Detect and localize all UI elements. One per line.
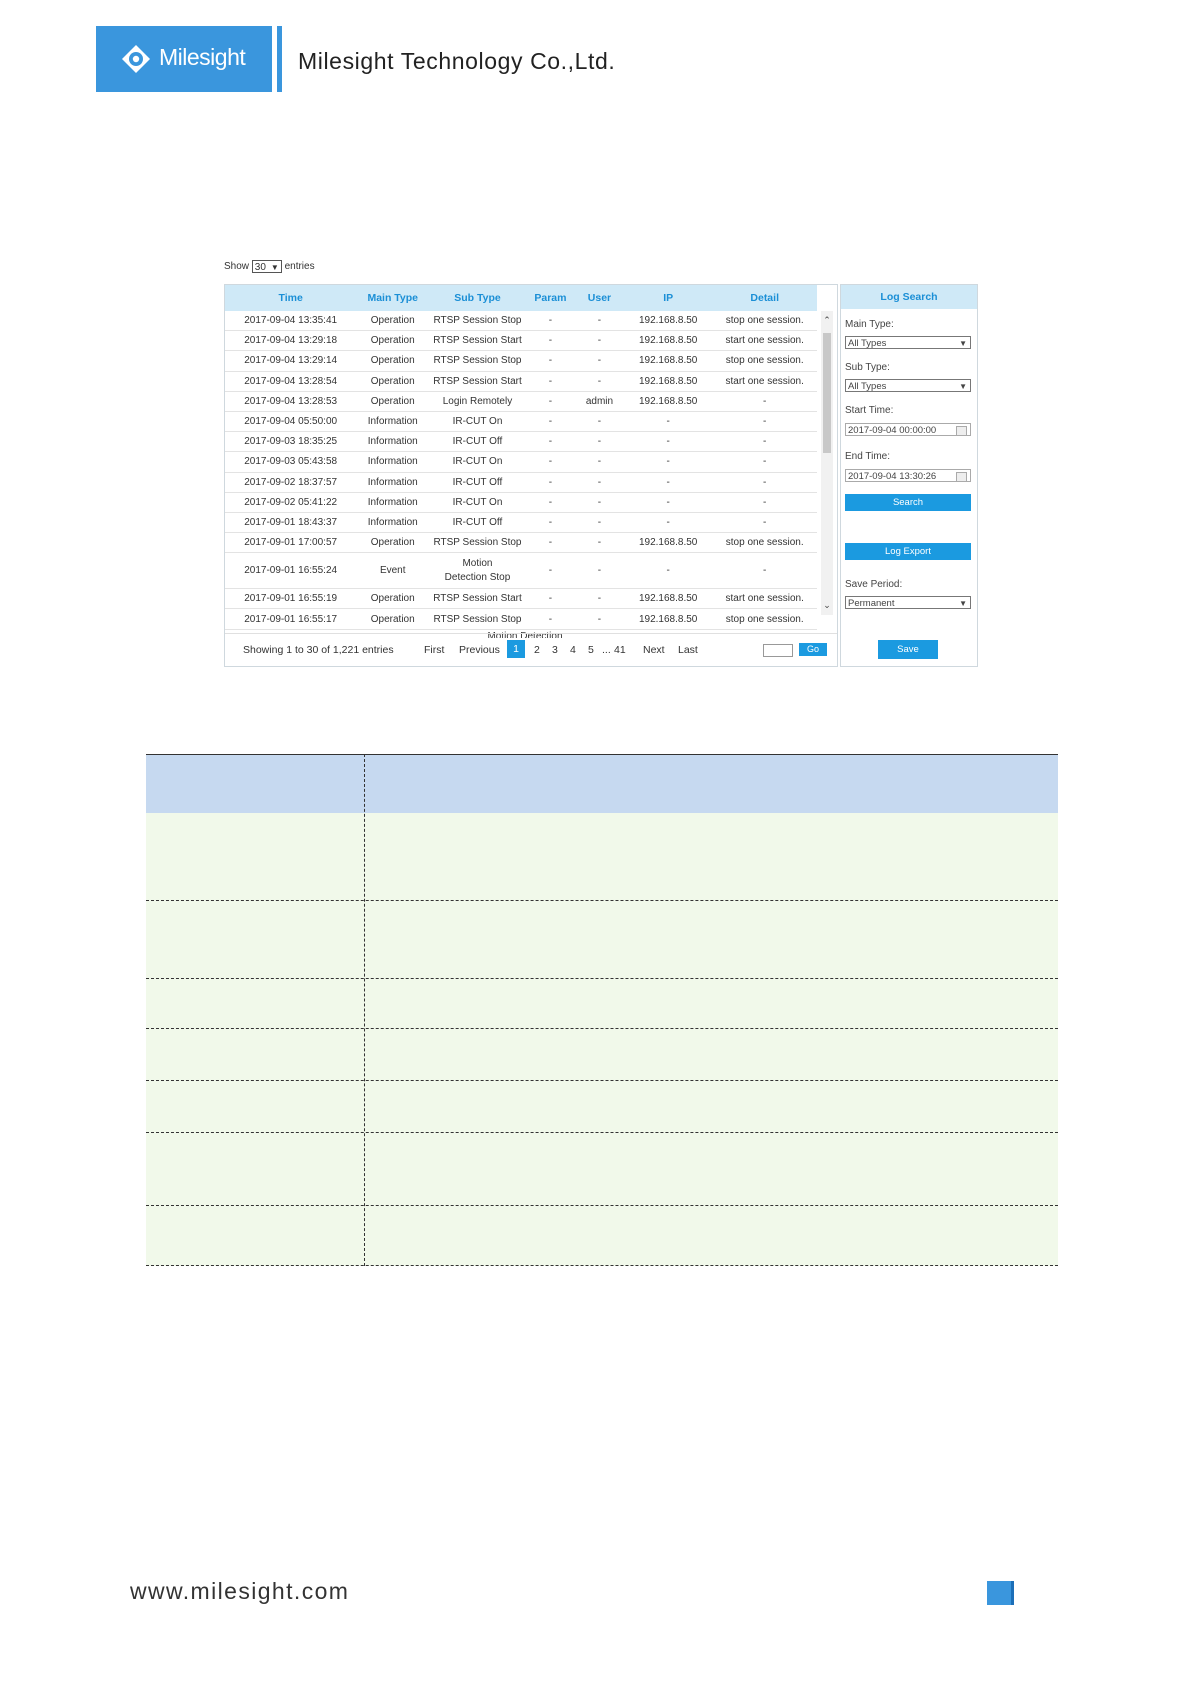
sub-type-select[interactable] — [845, 379, 971, 392]
log-search-title: Log Search — [841, 285, 977, 309]
cell-ip: - — [624, 411, 712, 431]
page-link-5[interactable]: 5 — [588, 644, 594, 656]
cell-sub-type: IR-CUT On — [429, 452, 526, 472]
calendar-icon[interactable] — [956, 426, 967, 436]
cell-param: - — [526, 472, 575, 492]
page-link-4[interactable]: 4 — [570, 644, 576, 656]
table-row — [146, 813, 1058, 901]
cell-param: - — [526, 432, 575, 452]
cell-param: - — [526, 371, 575, 391]
cell-time: 2017-09-01 17:00:57 — [225, 533, 356, 553]
cell-ip: - — [624, 432, 712, 452]
cell-time: 2017-09-01 16:55:19 — [225, 589, 356, 609]
cell-param: - — [526, 452, 575, 472]
table-row — [146, 901, 1058, 979]
column-header-main-type[interactable]: Main Type — [356, 285, 429, 311]
cell-param: - — [526, 553, 575, 589]
previous-page-link[interactable]: Previous — [459, 644, 500, 656]
end-time-label: End Time: — [845, 451, 891, 462]
scroll-down-icon[interactable]: ⌄ — [823, 600, 831, 610]
cell-sub-type: RTSP Session Start — [429, 589, 526, 609]
page-link-1[interactable]: 1 — [507, 640, 525, 658]
cell-detail: - — [712, 452, 817, 472]
cell-main-type: Information — [356, 452, 429, 472]
cell-user: - — [575, 452, 624, 472]
next-page-link[interactable]: Next — [643, 644, 665, 656]
main-type-value: All Types — [848, 338, 887, 349]
cell-user: - — [575, 432, 624, 452]
cell-detail: start one session. — [712, 331, 817, 351]
cell-main-type: Operation — [356, 311, 429, 331]
cell-ip: 192.168.8.50 — [624, 589, 712, 609]
log-table — [225, 285, 817, 630]
cell-param: - — [526, 512, 575, 532]
logo-text: Milesight — [159, 44, 246, 70]
save-period-select[interactable] — [845, 596, 971, 609]
cell-main-type: Operation — [356, 331, 429, 351]
cell-time: 2017-09-01 16:55:24 — [225, 553, 356, 589]
cell-ip: - — [624, 452, 712, 472]
cell-detail: stop one session. — [712, 311, 817, 331]
show-label: Show — [224, 261, 250, 273]
last-page-link[interactable]: Last — [678, 644, 698, 656]
cell-sub-type: IR-CUT Off — [429, 472, 526, 492]
table-row[interactable] — [225, 553, 817, 589]
table-row[interactable] — [225, 371, 817, 391]
cell-user: - — [575, 311, 624, 331]
table-row[interactable] — [225, 452, 817, 472]
pagination-summary: Showing 1 to 30 of 1,221 entries — [243, 644, 394, 656]
cell-sub-type: RTSP Session Stop — [429, 311, 526, 331]
column-header-sub-type[interactable]: Sub Type — [429, 285, 526, 311]
entries-per-page-value: 30 — [254, 262, 266, 273]
cell-ip: 192.168.8.50 — [624, 609, 712, 629]
entries-label: entries — [284, 261, 315, 273]
cell-detail: start one session. — [712, 371, 817, 391]
log-search-panel — [840, 284, 978, 667]
save-period-value: Permanent — [848, 598, 895, 609]
cell-user: - — [575, 411, 624, 431]
table-row[interactable] — [225, 331, 817, 351]
save-period-label: Save Period: — [845, 579, 903, 590]
cell-param: - — [526, 533, 575, 553]
table-row[interactable] — [225, 589, 817, 609]
cell-ip: 192.168.8.50 — [624, 391, 712, 411]
cell-detail: - — [712, 512, 817, 532]
log-table-body — [225, 311, 817, 629]
chevron-down-icon: ▼ — [959, 599, 967, 608]
cell-time: 2017-09-03 18:35:25 — [225, 432, 356, 452]
main-type-select[interactable] — [845, 336, 971, 349]
table-row — [146, 979, 1058, 1029]
table-row[interactable] — [225, 609, 817, 629]
cell-main-type: Event — [356, 553, 429, 589]
cell-param: - — [526, 411, 575, 431]
cell-detail: - — [712, 432, 817, 452]
start-time-label: Start Time: — [845, 405, 894, 416]
cell-sub-type: RTSP Session Stop — [429, 533, 526, 553]
column-header-param[interactable]: Param — [526, 285, 575, 311]
calendar-icon[interactable] — [956, 472, 967, 482]
first-page-link[interactable]: First — [424, 644, 445, 656]
cell-main-type: Information — [356, 432, 429, 452]
table-row — [146, 1029, 1058, 1081]
cell-ip: 192.168.8.50 — [624, 371, 712, 391]
show-entries — [224, 260, 315, 273]
cell-param: - — [526, 609, 575, 629]
cell-main-type: Information — [356, 512, 429, 532]
cell-sub-type: Motion Detection Stop — [429, 553, 526, 589]
cell-ip: 192.168.8.50 — [624, 331, 712, 351]
end-time-input[interactable] — [845, 469, 971, 482]
log-scrollbar[interactable] — [821, 311, 833, 615]
start-time-value: 2017-09-04 00:00:00 — [848, 425, 937, 436]
company-name: Milesight Technology Co.,Ltd. — [298, 48, 616, 74]
end-time-value: 2017-09-04 13:30:26 — [848, 471, 937, 482]
cell-user: - — [575, 331, 624, 351]
page-ellipsis: ... — [602, 644, 611, 656]
start-time-input[interactable] — [845, 423, 971, 436]
cell-user: - — [575, 512, 624, 532]
cell-ip: - — [624, 512, 712, 532]
table-row — [146, 1206, 1058, 1266]
cell-param: - — [526, 492, 575, 512]
cell-main-type: Information — [356, 411, 429, 431]
cell-sub-type: RTSP Session Stop — [429, 351, 526, 371]
cell-user: - — [575, 553, 624, 589]
cell-detail: - — [712, 472, 817, 492]
cell-ip: 192.168.8.50 — [624, 311, 712, 331]
cell-time: 2017-09-04 13:28:54 — [225, 371, 356, 391]
cell-detail: - — [712, 391, 817, 411]
sub-type-value: All Types — [848, 381, 887, 392]
cell-sub-type: IR-CUT Off — [429, 432, 526, 452]
cell-detail: - — [712, 411, 817, 431]
table-row[interactable] — [225, 472, 817, 492]
cell-time: 2017-09-04 05:50:00 — [225, 411, 356, 431]
table-row[interactable] — [225, 311, 817, 331]
cell-time: 2017-09-01 16:55:17 — [225, 609, 356, 629]
cell-ip: 192.168.8.50 — [624, 351, 712, 371]
cell-user: - — [575, 492, 624, 512]
cell-main-type: Information — [356, 492, 429, 512]
cell-time: 2017-09-04 13:29:18 — [225, 331, 356, 351]
table-row[interactable] — [225, 391, 817, 411]
chevron-down-icon: ▼ — [270, 263, 279, 272]
cell-ip: - — [624, 492, 712, 512]
table-row[interactable] — [225, 492, 817, 512]
cell-main-type: Operation — [356, 609, 429, 629]
company-logo — [96, 26, 272, 92]
search-button[interactable]: Search — [845, 494, 971, 511]
cell-ip: - — [624, 553, 712, 589]
table-row[interactable] — [225, 432, 817, 452]
cell-time: 2017-09-03 05:43:58 — [225, 452, 356, 472]
entries-per-page-select[interactable] — [252, 260, 282, 273]
log-table-panel — [224, 284, 838, 667]
cell-user: - — [575, 609, 624, 629]
footer-website: www.milesight.com — [130, 1578, 350, 1604]
cell-param: - — [526, 391, 575, 411]
cell-sub-type: IR-CUT Off — [429, 512, 526, 532]
table-row[interactable] — [225, 512, 817, 532]
cell-user: - — [575, 472, 624, 492]
cell-main-type: Operation — [356, 533, 429, 553]
table-row[interactable] — [225, 351, 817, 371]
cell-user: - — [575, 533, 624, 553]
cell-param: - — [526, 589, 575, 609]
milesight-logo-icon — [121, 44, 151, 74]
column-header-ip[interactable]: IP — [624, 285, 712, 311]
cell-sub-type: RTSP Session Stop — [429, 609, 526, 629]
cell-time: 2017-09-04 13:28:53 — [225, 391, 356, 411]
cell-detail: stop one session. — [712, 609, 817, 629]
cell-detail: stop one session. — [712, 533, 817, 553]
cell-time: 2017-09-04 13:29:14 — [225, 351, 356, 371]
cell-param: - — [526, 351, 575, 371]
cell-time: 2017-09-02 05:41:22 — [225, 492, 356, 512]
parameter-table-header — [146, 754, 1058, 814]
cell-sub-type: RTSP Session Start — [429, 371, 526, 391]
table-row — [146, 1081, 1058, 1133]
parameter-table-column-divider — [364, 754, 365, 1266]
page-marker — [987, 1581, 1013, 1605]
chevron-down-icon: ▼ — [959, 339, 967, 348]
table-row[interactable] — [225, 533, 817, 553]
main-type-label: Main Type: — [845, 319, 894, 330]
save-button[interactable]: Save — [878, 640, 938, 659]
cell-sub-type: IR-CUT On — [429, 411, 526, 431]
pagination — [225, 633, 837, 666]
table-row[interactable] — [225, 411, 817, 431]
column-header-detail[interactable]: Detail — [712, 285, 817, 311]
column-header-time[interactable]: Time — [225, 285, 356, 311]
column-header-user[interactable]: User — [575, 285, 624, 311]
cell-user: - — [575, 589, 624, 609]
cell-user: - — [575, 351, 624, 371]
page-link-41[interactable]: 41 — [614, 644, 626, 656]
cell-main-type: Operation — [356, 391, 429, 411]
page-marker-edge — [1011, 1581, 1014, 1605]
scroll-thumb[interactable] — [823, 333, 831, 453]
cell-time: 2017-09-04 13:35:41 — [225, 311, 356, 331]
chevron-down-icon: ▼ — [959, 382, 967, 391]
cell-main-type: Operation — [356, 371, 429, 391]
page-link-2[interactable]: 2 — [534, 644, 540, 656]
cell-detail: - — [712, 492, 817, 512]
cell-detail: start one session. — [712, 589, 817, 609]
cell-detail: stop one session. — [712, 351, 817, 371]
cell-param: - — [526, 311, 575, 331]
cell-param: - — [526, 331, 575, 351]
goto-page-input[interactable] — [763, 644, 793, 657]
go-button[interactable]: Go — [799, 643, 827, 656]
cell-time: 2017-09-02 18:37:57 — [225, 472, 356, 492]
header-divider — [277, 26, 282, 92]
cell-time: 2017-09-01 18:43:37 — [225, 512, 356, 532]
cell-sub-type: IR-CUT On — [429, 492, 526, 512]
scroll-up-icon[interactable]: ⌃ — [823, 315, 831, 325]
cell-user: admin — [575, 391, 624, 411]
log-export-button[interactable]: Log Export — [845, 543, 971, 560]
cell-detail: - — [712, 553, 817, 589]
table-row — [146, 1133, 1058, 1206]
cell-sub-type: RTSP Session Start — [429, 331, 526, 351]
parameter-table — [146, 754, 1058, 1266]
cell-main-type: Information — [356, 472, 429, 492]
partial-row-text: Motion Detection — [487, 631, 563, 638]
log-table-header — [225, 285, 817, 311]
cell-ip: 192.168.8.50 — [624, 533, 712, 553]
cell-user: - — [575, 371, 624, 391]
cell-sub-type: Login Remotely — [429, 391, 526, 411]
page-link-3[interactable]: 3 — [552, 644, 558, 656]
cell-main-type: Operation — [356, 589, 429, 609]
cell-ip: - — [624, 472, 712, 492]
cell-main-type: Operation — [356, 351, 429, 371]
sub-type-label: Sub Type: — [845, 362, 890, 373]
